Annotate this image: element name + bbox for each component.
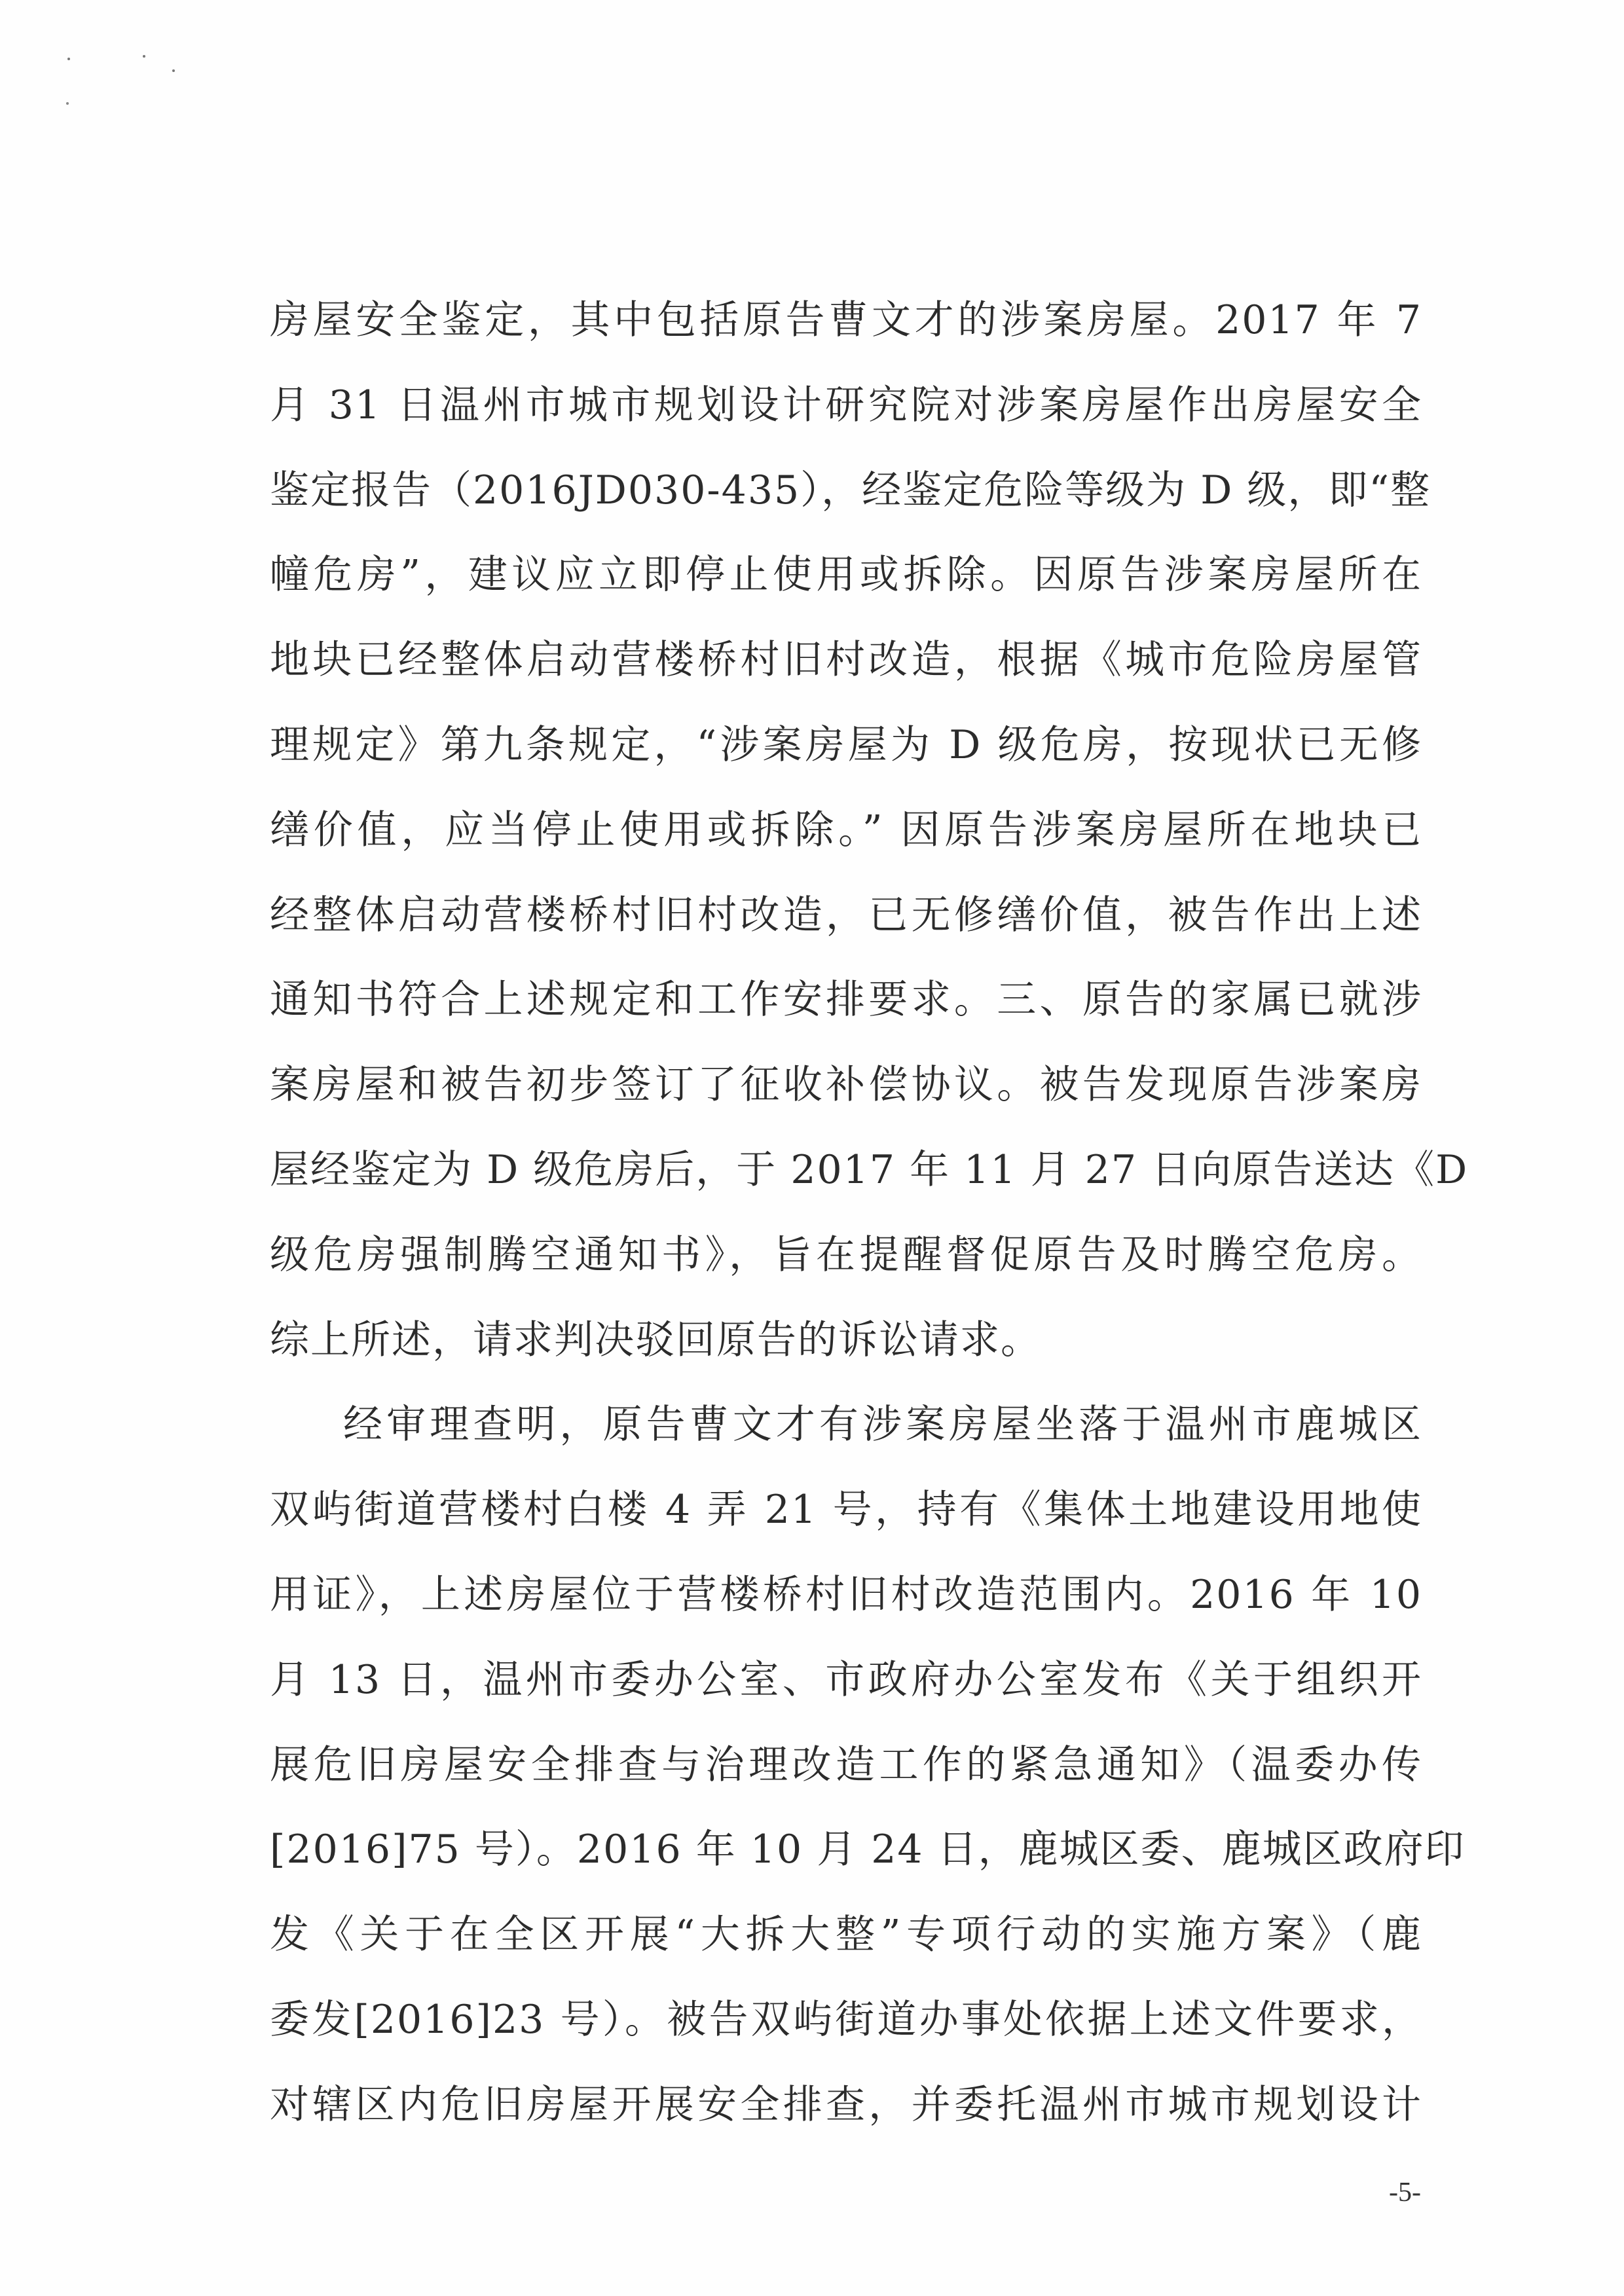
text-line: 地块已经整体启动营楼桥村旧村改造，根据《城市危险房屋管 (270, 637, 1422, 683)
text-line: 展危旧房屋安全排查与治理改造工作的紧急通知》（温委办传 (270, 1741, 1422, 1788)
text-line: 缮价值，应当停止使用或拆除。” 因原告涉案房屋所在地块已 (270, 807, 1422, 853)
text-line: 发《关于在全区开展“大拆大整”专项行动的实施方案》（鹿 (270, 1912, 1422, 1958)
text-line: 屋经鉴定为 D 级危房后，于 2017 年 11 月 27 日向原告送达《D (270, 1146, 1469, 1193)
text-line: 月 13 日，温州市委办公室、市政府办公室发布《关于组织开 (270, 1656, 1422, 1703)
paragraph-defendant-statement (270, 278, 1469, 1383)
text-line: 委发[2016]23 号）。被告双屿街道办事处依据上述文件要求， (270, 1996, 1422, 2043)
text-line: 房屋安全鉴定，其中包括原告曹文才的涉案房屋。2017 年 7 (270, 297, 1422, 343)
text-line: 案房屋和被告初步签订了征收补偿协议。被告发现原告涉案房 (270, 1062, 1422, 1108)
text-line: 用证》，上述房屋位于营楼桥村旧村改造范围内。2016 年 10 (270, 1571, 1422, 1618)
text-line: 月 31 日温州市城市规划设计研究院对涉案房屋作出房屋安全 (270, 382, 1422, 428)
text-line: 幢危房”，建议应立即停止使用或拆除。因原告涉案房屋所在 (270, 552, 1422, 598)
text-line: 级危房强制腾空通知书》，旨在提醒督促原告及时腾空危房。 (270, 1231, 1422, 1278)
text-line: 综上所述，请求判决驳回原告的诉讼请求。 (270, 1317, 1041, 1363)
text-line: 经整体启动营楼桥村旧村改造，已无修缮价值，被告作出上述 (270, 892, 1422, 938)
scan-speck-marks (62, 52, 193, 118)
text-line: 经审理查明，原告曹文才有涉案房屋坐落于温州市鹿城区 (343, 1402, 1422, 1448)
paragraph-court-findings (270, 1383, 1466, 2147)
page-number: -5- (1389, 2178, 1421, 2208)
text-line: 通知书符合上述规定和工作安排要求。三、原告的家属已就涉 (270, 977, 1422, 1023)
text-line: 对辖区内危旧房屋开展安全排查，并委托温州市城市规划设计 (270, 2081, 1422, 2128)
text-line: 理规定》第九条规定，“涉案房屋为 D 级危房，按现状已无修 (270, 721, 1422, 768)
text-line: 双屿街道营楼村白楼 4 弄 21 号，持有《集体土地建设用地使 (270, 1487, 1422, 1533)
body-text (270, 278, 1469, 2148)
text-line: 鉴定报告（2016JD030-435），经鉴定危险等级为 D 级，即“整 (270, 467, 1431, 513)
text-line: [2016]75 号）。2016 年 10 月 24 日，鹿城区委、鹿城区政府印 (270, 1827, 1466, 1873)
